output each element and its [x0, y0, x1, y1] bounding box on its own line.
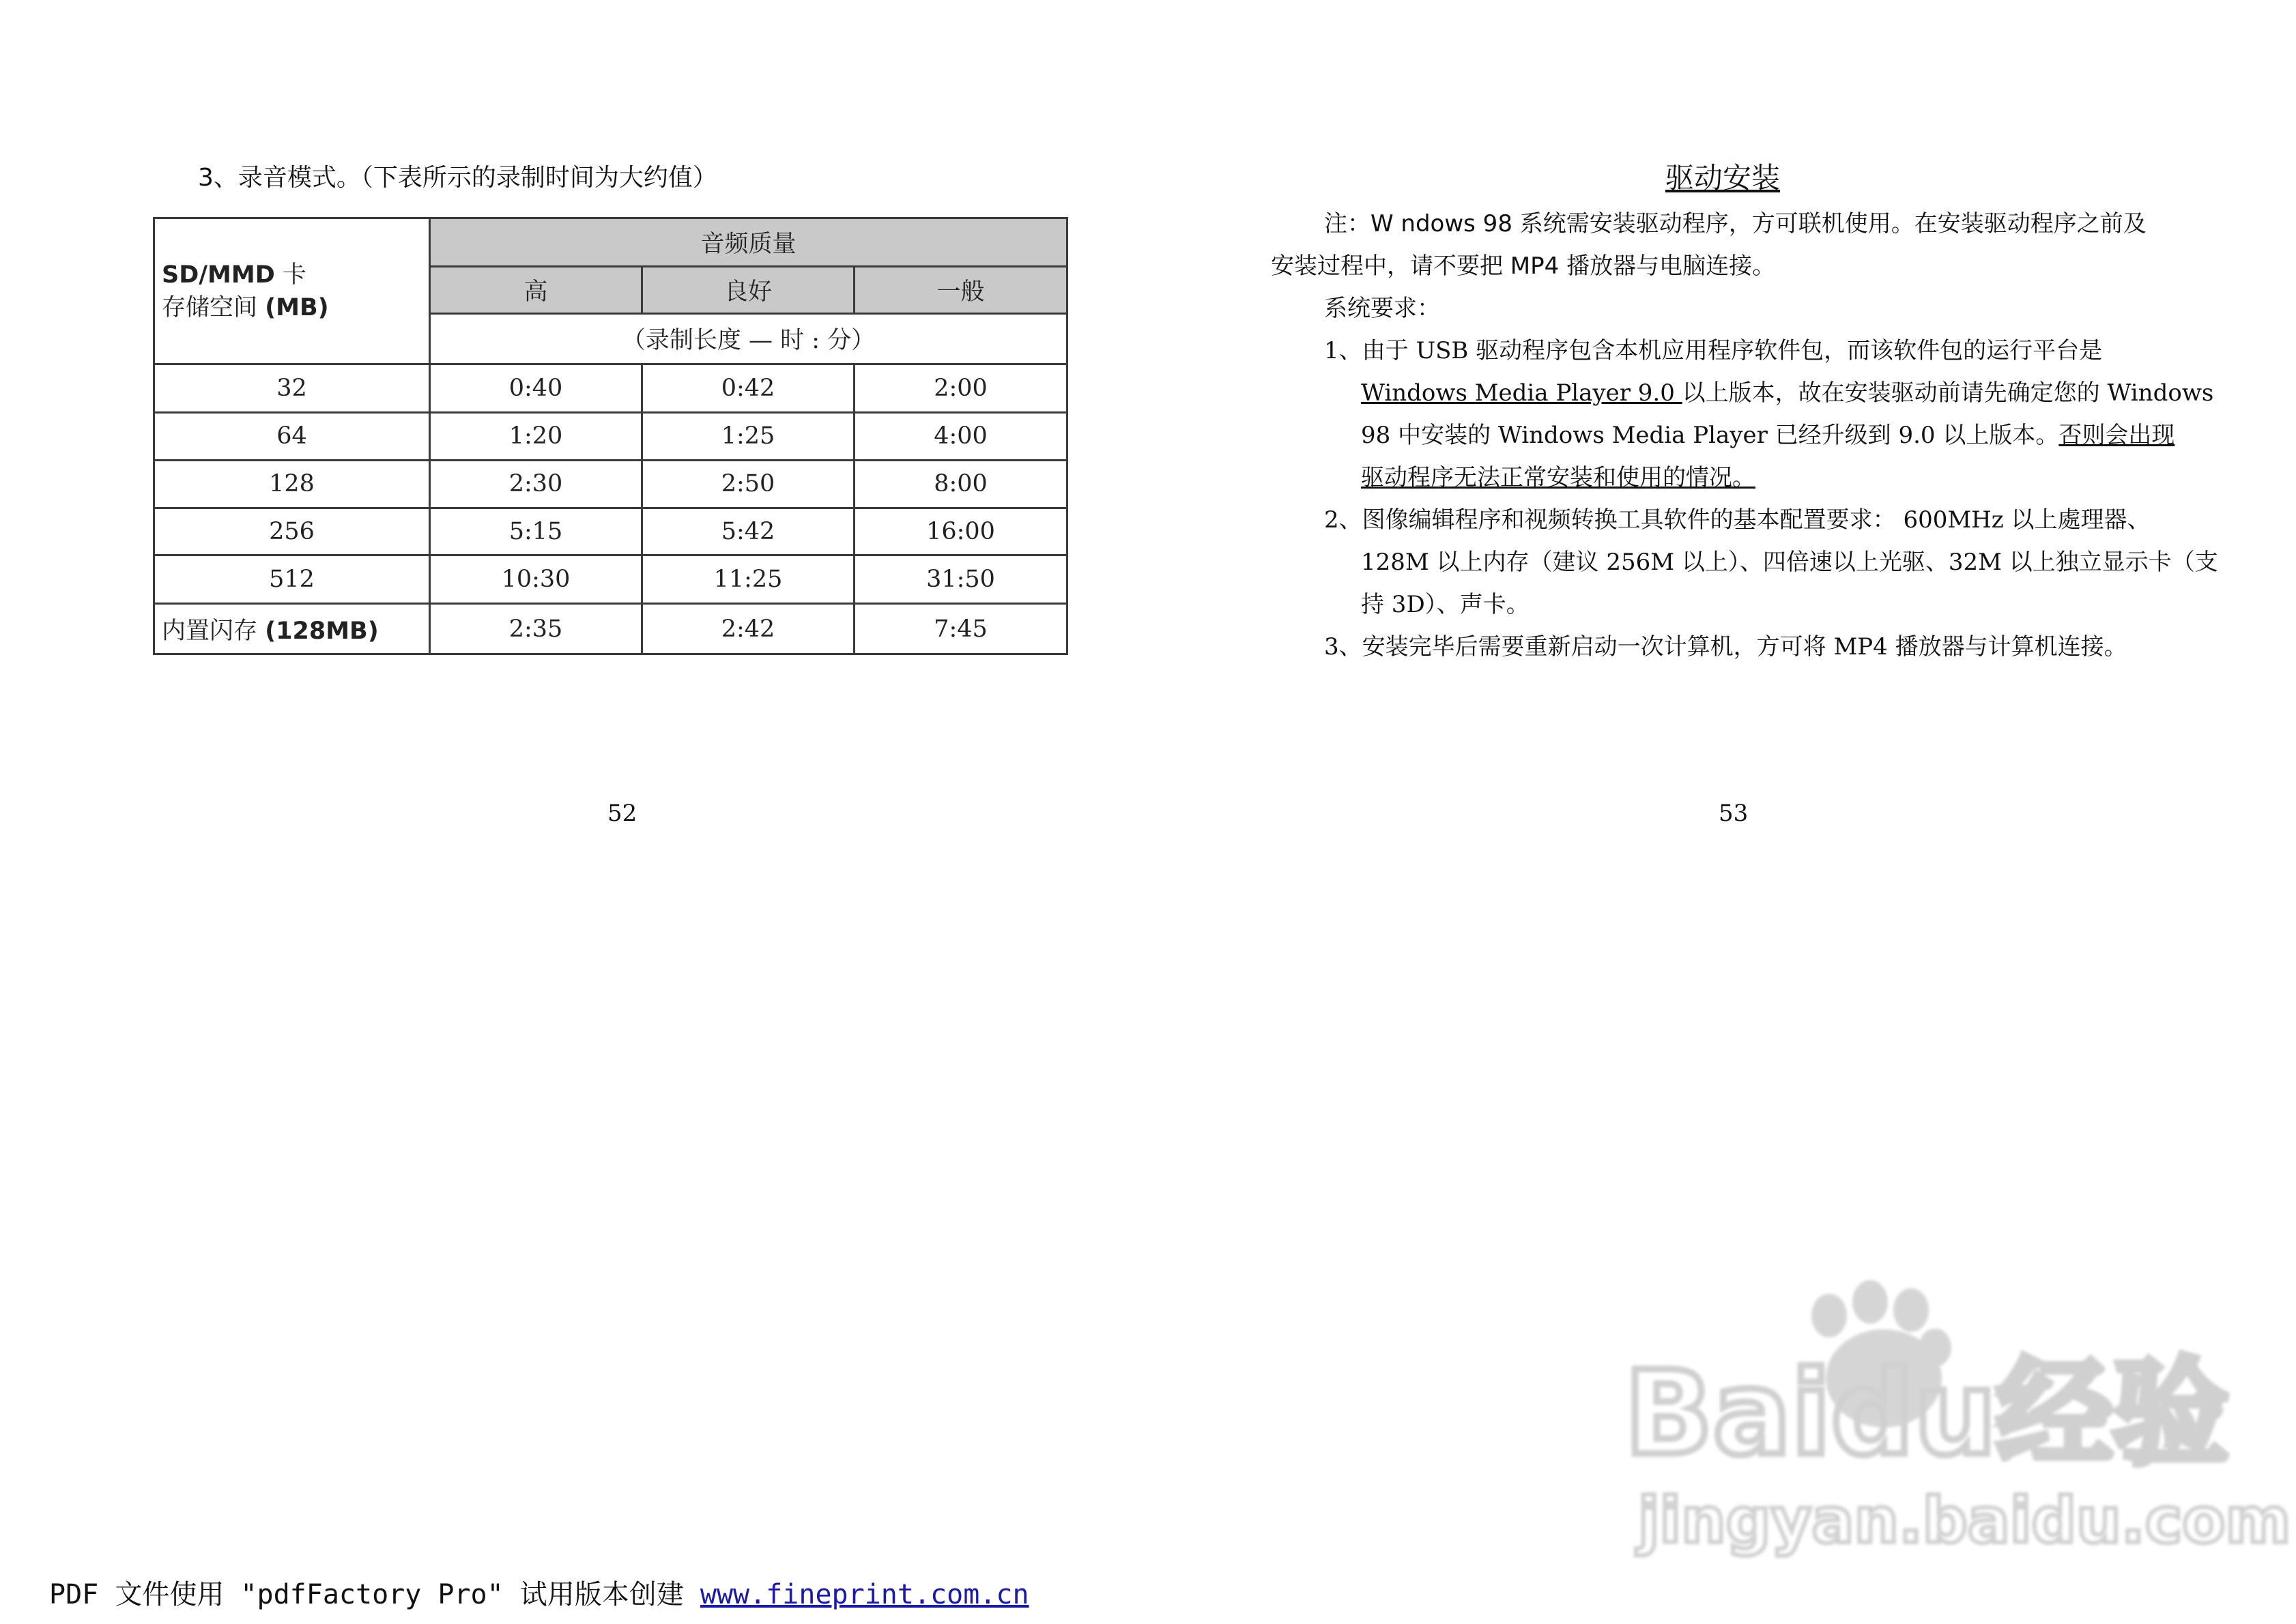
requirement-1-line-1: 1、由于 USB 驱动程序包含本机应用程序软件包，而该软件包的运行平台是: [1324, 337, 2103, 364]
recording-length-unit: （录制长度 — 时 : 分）: [430, 313, 1067, 364]
requirement-1-line-3-plain: 98 中安装的 Windows Media Player 已经升级到 9.0 以上版本。: [1361, 422, 2059, 449]
time-cell: 7:45: [855, 604, 1067, 654]
fineprint-link[interactable]: www.fineprint.com.cn: [700, 1579, 1029, 1610]
time-cell: 31:50: [855, 555, 1067, 604]
requirement-1-line-2: [1361, 378, 2213, 408]
paw-print-icon: [1624, 1283, 2291, 1557]
wmp-version-underlined: Windows Media Player 9.0: [1361, 379, 1682, 407]
requirement-1-warning-end: 驱动程序无法正常安装和使用的情况。: [1361, 464, 1755, 491]
time-cell: 4:00: [855, 413, 1067, 461]
time-cell: 2:50: [642, 460, 855, 508]
watermark-brand: Baidu经验: [1624, 1346, 2229, 1481]
table-row: [154, 460, 1067, 508]
time-cell: 0:40: [430, 364, 642, 413]
time-cell: 2:35: [430, 604, 642, 654]
note-line-1: 注：W ndows 98 系统需安装驱动程序，方可联机使用。在安装驱动程序之前及: [1324, 210, 2147, 237]
capacity-cell: 256: [154, 508, 430, 555]
note-line-2: 安装过程中，请不要把 MP4 播放器与电脑连接。: [1271, 252, 1776, 280]
requirement-3-line-1: 3、安装完毕后需要重新启动一次计算机，方可将 MP4 播放器与计算机连接。: [1324, 633, 2127, 661]
capacity-header-line2: 存储空间: [162, 293, 266, 321]
quality-good-header: 良好: [642, 266, 855, 313]
requirement-1-warning-start: 否则会出现: [2058, 422, 2175, 449]
time-cell: 8:00: [855, 460, 1067, 508]
table-row: [154, 555, 1067, 604]
requirement-2-line-2: 128M 以上内存（建议 256M 以上）、四倍速以上光驱、32M 以上独立显示卡（支: [1361, 549, 2218, 576]
time-cell: 5:15: [430, 508, 642, 555]
footer-text: PDF 文件使用 "pdfFactory Pro" 试用版本创建: [49, 1579, 700, 1610]
time-cell: 2:00: [855, 364, 1067, 413]
audio-quality-header: 音频质量: [430, 218, 1067, 267]
time-cell: 1:25: [642, 413, 855, 461]
capacity-cell: 64: [154, 413, 430, 461]
flash-capacity-cell: [154, 604, 430, 654]
capacity-cell: 128: [154, 460, 430, 508]
capacity-cell: 32: [154, 364, 430, 413]
capacity-header-unit: (MB): [265, 293, 329, 321]
flash-size: (128MB): [265, 617, 379, 645]
time-cell: 0:42: [642, 364, 855, 413]
watermark-url: jingyan.baidu.com: [1638, 1484, 2291, 1557]
table-row: [154, 508, 1067, 555]
capacity-header-cell: [154, 218, 430, 364]
table-row: [154, 364, 1067, 413]
requirement-2-line-1: 2、图像编辑程序和视频转换工具软件的基本配置要求： 600MHz 以上處理器、: [1324, 506, 2151, 534]
time-cell: 2:42: [642, 604, 855, 654]
capacity-cell: 512: [154, 555, 430, 604]
requirement-1-line-2-rest: 以上版本，故在安装驱动前请先确定您的 Windows: [1682, 379, 2214, 407]
quality-normal-header: 一般: [855, 266, 1067, 313]
quality-high-header: 高: [430, 266, 642, 313]
time-cell: 11:25: [642, 555, 855, 604]
time-cell: 1:20: [430, 413, 642, 461]
time-cell: 2:30: [430, 460, 642, 508]
driver-install-title: 驱动安装: [1665, 161, 1781, 194]
page-number-left: 52: [607, 800, 637, 827]
recording-mode-heading: 3、录音模式。（下表所示的录制时间为大约值）: [198, 164, 717, 192]
page-number-right: 53: [1719, 800, 1749, 827]
requirement-2-line-3: 持 3D）、声卡。: [1361, 591, 1530, 618]
flash-label: 内置闪存: [162, 617, 266, 645]
table-header-row-1: [154, 218, 1067, 267]
time-cell: 5:42: [642, 508, 855, 555]
system-requirements-label: 系统要求：: [1324, 295, 1440, 322]
table-row-flash: [154, 604, 1067, 654]
time-cell: 16:00: [855, 508, 1067, 555]
pdf-factory-footer: [49, 1573, 1029, 1612]
capacity-header-bold: SD/MMD: [162, 261, 275, 289]
baidu-jingyan-watermark: [1624, 1283, 2291, 1557]
requirement-1-line-3: [1361, 420, 2175, 450]
time-cell: 10:30: [430, 555, 642, 604]
capacity-header-suffix: 卡: [274, 261, 306, 289]
recording-time-table: [153, 217, 1068, 655]
table-row: [154, 413, 1067, 461]
